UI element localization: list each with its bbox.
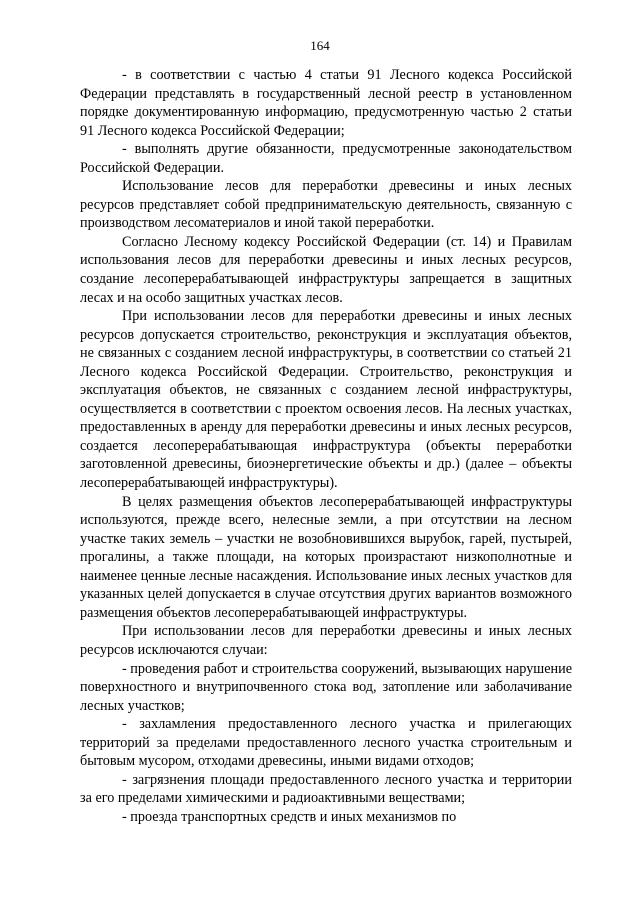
paragraph: В целях размещения объектов лесоперерабатывающей инфраструктуры используются, прежде всего, нелесные земли, а при отсутствии на лесном участке таких земель – участки не возобновившихся вырубок, гарей, пустырей, прогалины, а также площади, на которых произрастают низкополнотные и наименее ценные лесные насаждения. Использование иных лесных участков для указанных целей допускается в случае отсутствия других вариантов возможного размещения объектов лесоперерабатывающей инфраструктуры. xyxy=(80,493,572,621)
body-text xyxy=(80,66,572,826)
page-number: 164 xyxy=(310,38,330,53)
paragraph: - проведения работ и строительства сооружений, вызывающих нарушение поверхностного и внутрипочвенного стока вод, затопление или заболачивание лесных участков; xyxy=(80,660,572,714)
paragraph: При использовании лесов для переработки древесины и иных лесных ресурсов допускается строительство, реконструкция и эксплуатация объектов, не связанных с созданием лесной инфраструктуры, в соответствии со статьей 21 Лесного кодекса Российской Федерации. Строительство, реконструкция и эксплуатация объектов, не связанных с созданием лесной инфраструктуры, осуществляется в соответствии с проектом освоения лесов. На лесных участках, предоставленных в аренду для переработки древесины и иных лесных ресурсов, создается лесоперерабатывающая инфраструктура (объекты переработки заготовленной древесины, биоэнергетические объекты и др.) (далее – объекты лесоперерабатывающей инфраструктуры). xyxy=(80,308,572,492)
paragraph: Согласно Лесному кодексу Российской Федерации (ст. 14) и Правилам использования лесов для переработки древесины и иных лесных ресурсов, создание лесоперерабатывающей инфраструктуры запрещается в защитных лесах и на особо защитных участках лесов. xyxy=(80,233,572,306)
paragraph: - выполнять другие обязанности, предусмотренные законодательством Российской Федерации. xyxy=(80,141,572,176)
paragraph: При использовании лесов для переработки древесины и иных лесных ресурсов исключаются случаи: xyxy=(80,623,572,658)
paragraph: Использование лесов для переработки древесины и иных лесных ресурсов представляет собой предпринимательскую деятельность, связанную с производством лесоматериалов и иной такой переработки. xyxy=(80,178,572,232)
paragraph: - захламления предоставленного лесного участка и прилегающих территорий за пределами предоставленного лесного участка строительным и бытовым мусором, отходами древесины, иными видами отходов; xyxy=(80,716,572,770)
paragraph: - в соответствии с частью 4 статьи 91 Лесного кодекса Российской Федерации представлять в государственный лесной реестр в установленном порядке документированную информацию, предусмотренную частью 2 статьи 91 Лесного кодекса Российской Федерации; xyxy=(80,67,572,139)
paragraph: - проезда транспортных средств и иных механизмов по xyxy=(122,808,457,825)
paragraph: - загрязнения площади предоставленного лесного участка и территории за его пределами химическими и радиоактивными веществами; xyxy=(80,771,572,807)
